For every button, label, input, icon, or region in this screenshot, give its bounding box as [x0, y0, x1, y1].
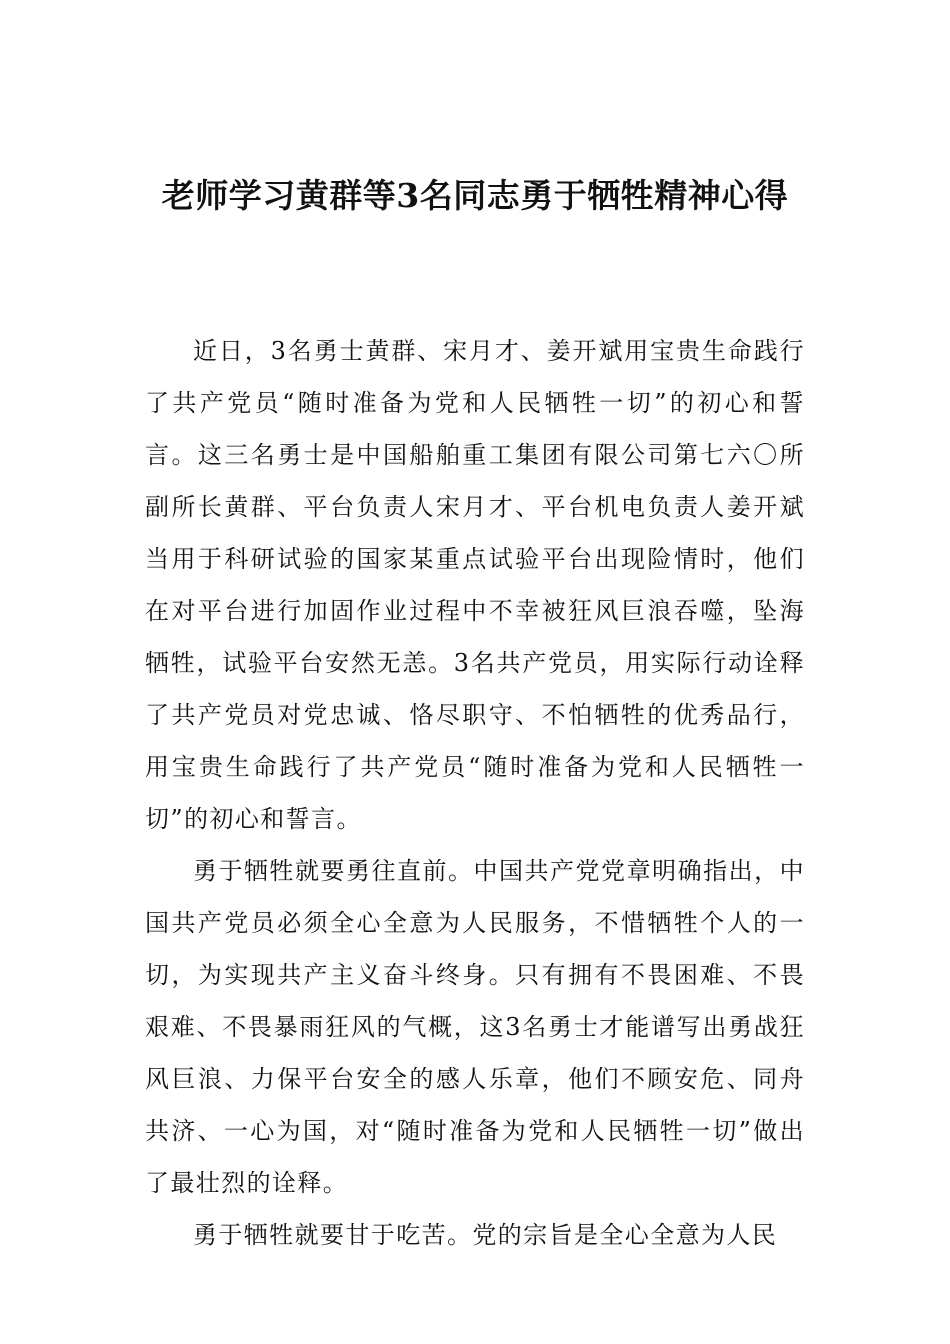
document-title: 老师学习黄群等3名同志勇于牺牲精神心得 [161, 176, 789, 215]
paragraph: 勇于牺牲就要勇往直前。中国共产党党章明确指出，中国共产党员必须全心全意为人民服务，不惜牺牲个人的一切，为实现共产主义奋斗终身。只有拥有不畏困难、不畏艰难、不畏暴雨狂风的气概，这3名勇士才能谱写出勇战狂风巨浪、力保平台安全的感人乐章，他们不顾安危、同舟共济、一心为国，对“随时准备为党和人民牺牲一切”做出了最壮烈的诠释。 [145, 857, 805, 1197]
document-body [145, 325, 805, 1261]
paragraph: 勇于牺牲就要甘于吃苦。党的宗旨是全心全意为人民 [193, 1221, 778, 1249]
paragraph: 近日，3名勇士黄群、宋月才、姜开斌用宝贵生命践行了共产党员“随时准备为党和人民牺牲一切”的初心和誓言。这三名勇士是中国船舶重工集团有限公司第七六〇所副所长黄群、平台负责人宋月才、平台机电负责人姜开斌当用于科研试验的国家某重点试验平台出现险情时，他们在对平台进行加固作业过程中不幸被狂风巨浪吞噬，坠海牺牲，试验平台安然无恙。3名共产党员，用实际行动诠释了共产党员对党忠诚、恪尽职守、不怕牺牲的优秀品行，用宝贵生命践行了共产党员“随时准备为党和人民牺牲一切”的初心和誓言。 [145, 337, 805, 833]
